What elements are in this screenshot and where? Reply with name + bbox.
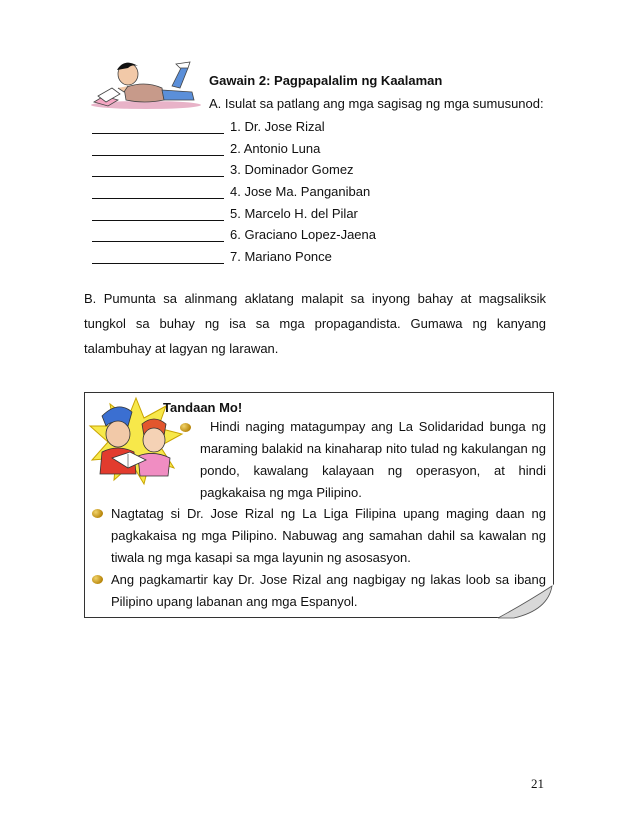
item-label: 3. Dominador Gomez: [230, 162, 354, 177]
note-item-1: [150, 416, 546, 504]
item-label: 1. Dr. Jose Rizal: [230, 119, 325, 134]
item-label: 2. Antonio Luna: [230, 141, 321, 156]
note-item-2: [92, 503, 546, 569]
page-number: 21: [531, 776, 544, 791]
gold-bullet-icon: [92, 575, 103, 584]
note-item-3: [92, 569, 546, 613]
item-label: 5. Marcelo H. del Pilar: [230, 206, 358, 221]
item-label: 6. Graciano Lopez-Jaena: [230, 227, 376, 242]
tandaan-title: Tandaan Mo!: [163, 400, 243, 415]
answer-blank[interactable]: [92, 162, 224, 177]
fill-blank-item: [92, 114, 325, 134]
item-label: 7. Mariano Ponce: [230, 249, 332, 264]
activity-title: Gawain 2: Pagpapalalim ng Kaalaman: [209, 73, 443, 88]
answer-blank[interactable]: [92, 249, 224, 264]
instruction-text: A. Isulat sa patlang ang mga sagisag ng mga sumusunod:: [209, 96, 544, 111]
fill-blank-item: [92, 201, 358, 221]
note-text-2: Nagtatag si Dr. Jose Rizal ng La Liga Filipina upang maging daan ng pagkakaisa ng mga Pilipino. Nabuwag ang samahan dahil sa kawalan ng tiwala ng mga kasapi sa mga layunin ng asosasyon.: [111, 506, 546, 565]
answer-blank[interactable]: [92, 206, 224, 221]
note-text-1: Hindi naging matagumpay ang La Solidaridad bunga ng maraming balakid na kinaharap nito tulad ng kakulangan ng pondo, kawalang kalayaan ng operasyon, at hindi pagkakaisa ng mga Pilipino.: [200, 419, 546, 500]
item-label: 4. Jose Ma. Panganiban: [230, 184, 371, 199]
gold-bullet-icon: [92, 509, 103, 518]
answer-blank[interactable]: [92, 119, 224, 134]
fill-blank-item: [92, 244, 332, 264]
answer-blank[interactable]: [92, 184, 224, 199]
note-text-3: Ang pagkamartir kay Dr. Jose Rizal ang nagbigay ng lakas loob sa ibang Pilipino upang labanan ang mga Espanyol.: [111, 572, 546, 609]
fill-blank-item: [92, 157, 354, 177]
boy-reading-icon: [84, 58, 206, 110]
section-b-paragraph: B. Pumunta sa alinmang aklatang malapit sa inyong bahay at magsaliksik tungkol sa buhay ng isa sa mga propagandista. Gumawa ng kanyang talambuhay at lagyan ng larawan.: [84, 291, 546, 356]
fill-blank-item: [92, 222, 376, 242]
answer-blank[interactable]: [92, 141, 224, 156]
fill-blank-item: [92, 179, 370, 199]
fill-blank-item: [92, 136, 320, 156]
answer-blank[interactable]: [92, 227, 224, 242]
